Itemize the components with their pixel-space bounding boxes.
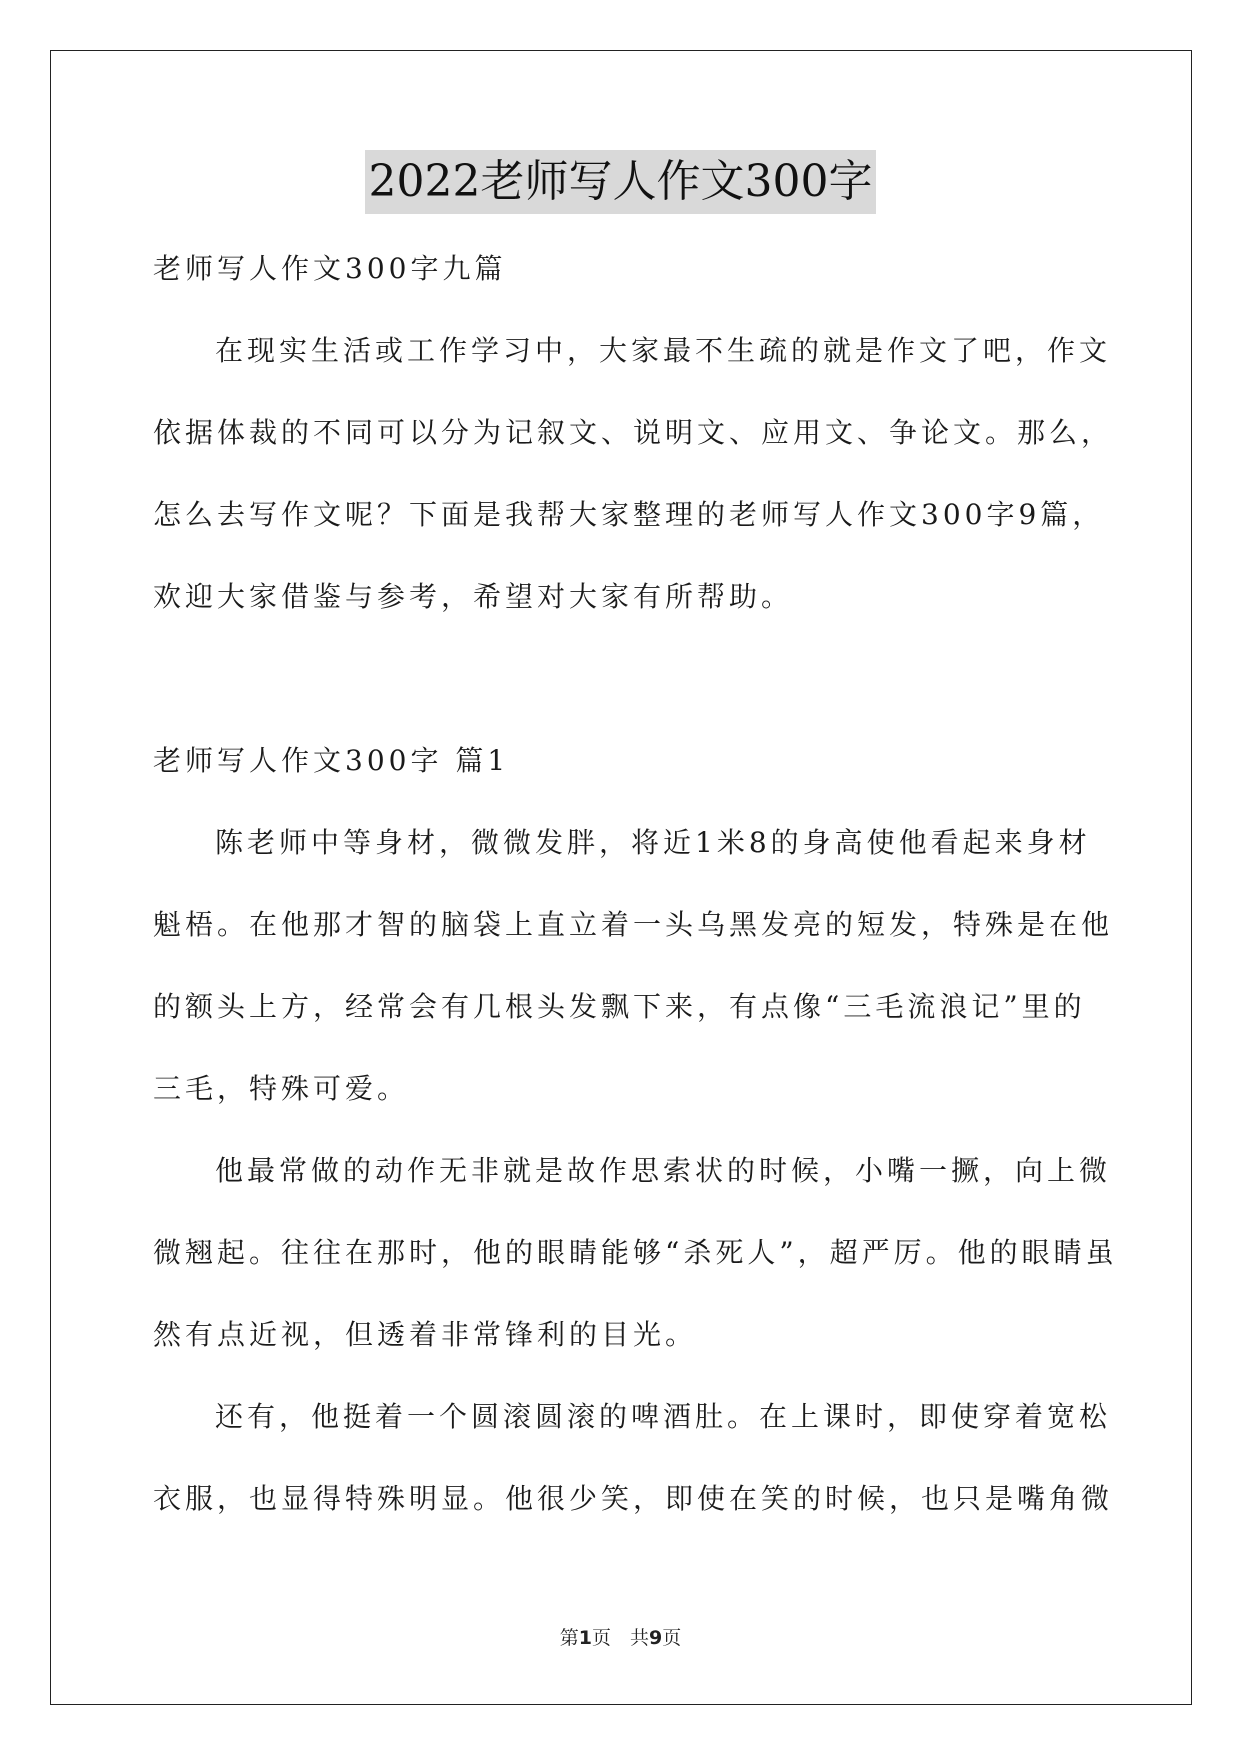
title-container [0, 150, 1241, 214]
paragraph-line: 衣服，也显得特殊明显。他很少笑，即使在笑的时候，也只是嘴角微 [153, 1482, 1114, 1515]
current-page-number: 1 [578, 1627, 592, 1649]
intro-line: 欢迎大家借鉴与参考，希望对大家有所帮助。 [153, 580, 794, 613]
paragraph-line: 陈老师中等身材，微微发胖，将近1米8的身高使他看起来身材 [215, 826, 1091, 859]
section-heading: 老师写人作文300字 篇1 [153, 744, 510, 777]
footer-suffix: 页 [662, 1627, 682, 1649]
paragraph-line: 然有点近视，但透着非常锋利的目光。 [153, 1318, 698, 1351]
paragraph-line: 他最常做的动作无非就是故作思索状的时候，小嘴一撅，向上微 [215, 1154, 1112, 1187]
paragraph-line: 微翘起。往往在那时，他的眼睛能够“杀死人”，超严厉。他的眼睛虽 [153, 1236, 1118, 1269]
document-body [153, 228, 1118, 1540]
subtitle: 老师写人作文300字九篇 [153, 252, 507, 285]
intro-line: 依据体裁的不同可以分为记叙文、说明文、应用文、争论文。那么， [153, 416, 1114, 449]
paragraph-line: 还有，他挺着一个圆滚圆滚的啤酒肚。在上课时，即使穿着宽松 [215, 1400, 1112, 1433]
footer-prefix: 第 [559, 1627, 579, 1649]
paragraph-line: 魁梧。在他那才智的脑袋上直立着一头乌黑发亮的短发，特殊是在他 [153, 908, 1114, 941]
footer-middle: 页 共 [591, 1627, 649, 1649]
blank-line [153, 638, 1093, 720]
paragraph-line: 的额头上方，经常会有几根头发飘下来，有点像“三毛流浪记”里的 [153, 990, 1086, 1023]
intro-line: 怎么去写作文呢？下面是我帮大家整理的老师写人作文300字9篇， [153, 498, 1105, 531]
total-page-number: 9 [649, 1627, 663, 1649]
paragraph-line: 三毛，特殊可爱。 [153, 1072, 410, 1105]
page-footer [0, 1623, 1241, 1650]
document-title: 2022老师写人作文300字 [365, 150, 877, 214]
intro-line: 在现实生活或工作学习中，大家最不生疏的就是作文了吧，作文 [215, 334, 1112, 367]
